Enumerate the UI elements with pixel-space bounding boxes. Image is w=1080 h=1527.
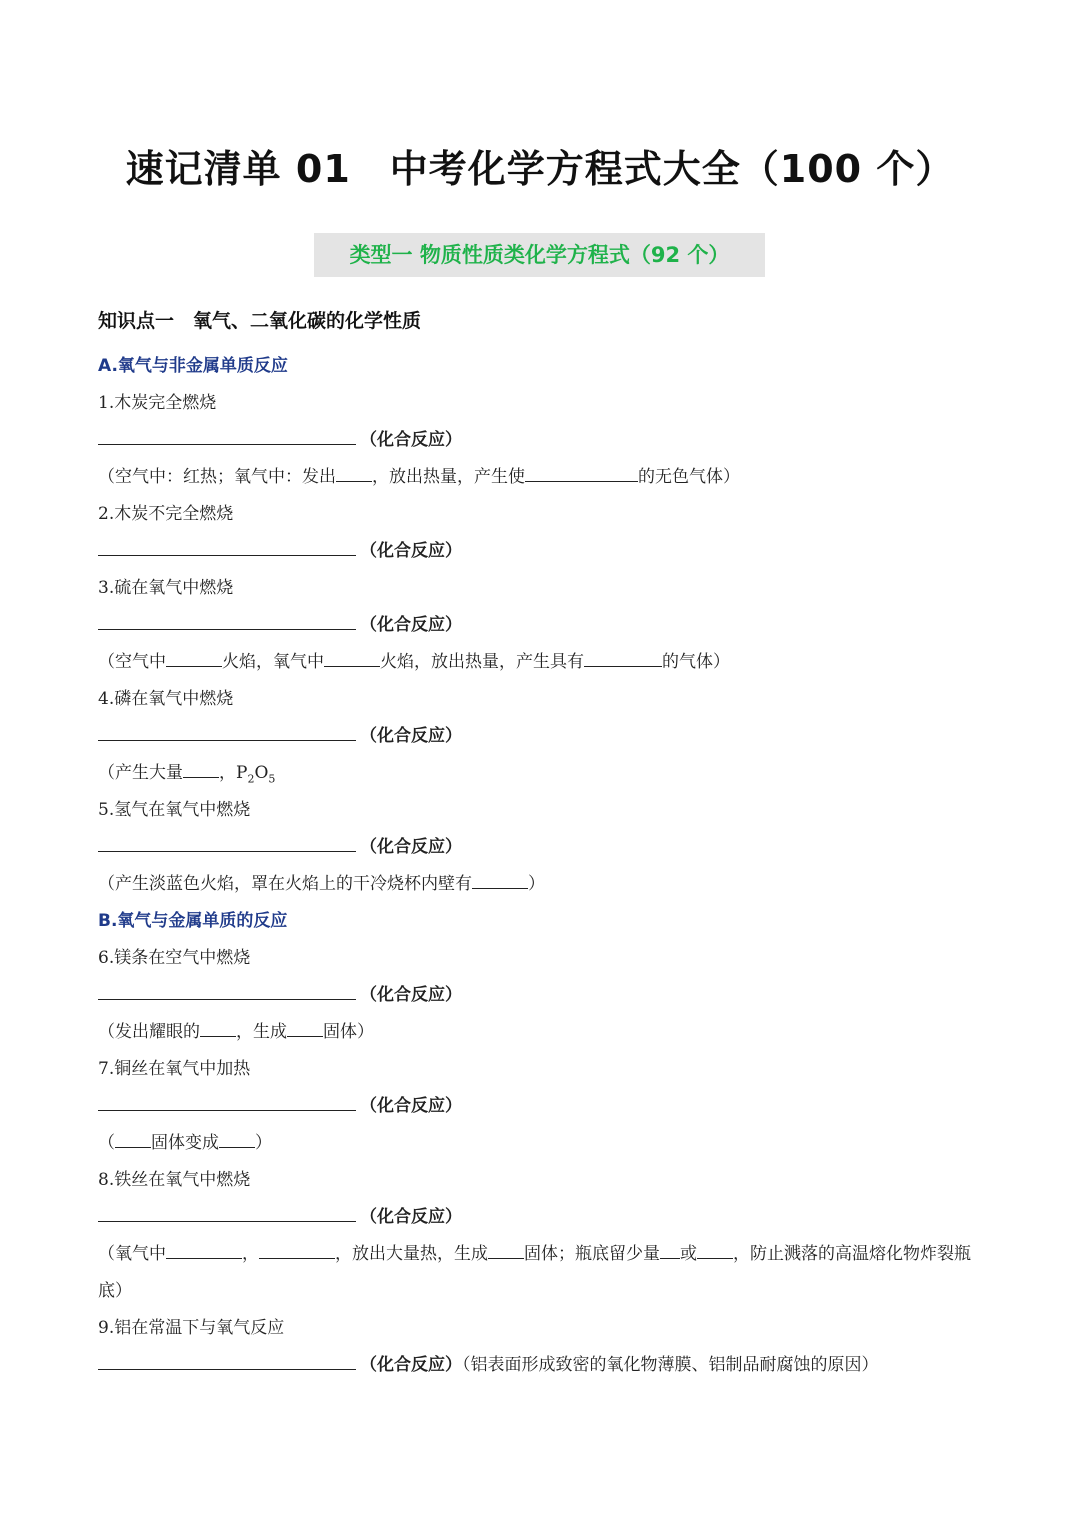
equation-blank[interactable]	[98, 1203, 356, 1222]
item-6: 6.镁条在空气中燃烧	[98, 948, 251, 968]
equation-row-4	[98, 718, 998, 755]
section-heading-a: A.氧气与非金属单质反应	[98, 356, 288, 376]
equation-blank[interactable]	[98, 833, 356, 852]
reaction-type: （化合反应）	[360, 1355, 462, 1375]
equation-blank[interactable]	[98, 1092, 356, 1111]
note-7: （ 固体变成 ）	[98, 1133, 272, 1153]
note-8: （氧气中 ， ，放出大量热，生成 固体；瓶底留少量 或 ，防止溅落的高温熔化物炸裂瓶底）	[98, 1244, 971, 1301]
fill-blank[interactable]	[324, 650, 380, 667]
fill-blank[interactable]	[525, 465, 638, 482]
fill-blank[interactable]	[660, 1242, 680, 1259]
reaction-type: （化合反应）	[360, 430, 462, 450]
reaction-type: （化合反应）	[360, 726, 462, 746]
section-heading-b: B.氧气与金属单质的反应	[98, 911, 288, 931]
reaction-type: （化合反应）	[360, 985, 462, 1005]
equation-blank[interactable]	[98, 1351, 356, 1370]
fill-blank[interactable]	[166, 1242, 242, 1259]
equation-blank[interactable]	[98, 611, 356, 630]
equation-blank[interactable]	[98, 426, 356, 445]
note-4: （产生大量 ，$P_2O_5$	[98, 763, 276, 786]
equation-row-1	[98, 422, 998, 459]
equation-row-8	[98, 1199, 998, 1236]
page-title: 速记清单 01 中考化学方程式大全（100 个）	[125, 147, 955, 191]
equation-row-3	[98, 607, 998, 644]
equation-row-6	[98, 977, 998, 1014]
fill-blank[interactable]	[115, 1131, 151, 1148]
item-1: 1.木炭完全燃烧	[98, 393, 217, 413]
equation-blank[interactable]	[98, 722, 356, 741]
equation-blank[interactable]	[98, 981, 356, 1000]
item-5: 5.氢气在氧气中燃烧	[98, 800, 251, 820]
item-7: 7.铜丝在氧气中加热	[98, 1059, 251, 1079]
item-8: 8.铁丝在氧气中燃烧	[98, 1170, 251, 1190]
note-6: （发出耀眼的 ，生成 固体）	[98, 1022, 374, 1042]
reaction-type: （化合反应）	[360, 837, 462, 857]
fill-blank[interactable]	[488, 1242, 524, 1259]
note-3: （空气中 火焰，氧气中 火焰，放出热量，产生具有 的气体）	[98, 652, 730, 672]
equation-row-7	[98, 1088, 998, 1125]
type-banner: 类型一 物质性质类化学方程式（92 个）	[314, 233, 765, 277]
item-9: 9.铝在常温下与氧气反应	[98, 1318, 285, 1338]
reaction-type: （化合反应）	[360, 1207, 462, 1227]
fill-blank[interactable]	[287, 1020, 323, 1037]
item-2: 2.木炭不完全燃烧	[98, 504, 234, 524]
fill-blank[interactable]	[200, 1020, 236, 1037]
fill-blank[interactable]	[183, 761, 219, 778]
reaction-type: （化合反应）	[360, 1096, 462, 1116]
fill-blank[interactable]	[584, 650, 662, 667]
note-5: （产生淡蓝色火焰，罩在火焰上的干冷烧杯内壁有 ）	[98, 874, 545, 894]
equation-row-9	[98, 1347, 998, 1384]
reaction-type: （化合反应）	[360, 615, 462, 635]
equation-blank[interactable]	[98, 537, 356, 556]
fill-blank[interactable]	[219, 1131, 255, 1148]
fill-blank[interactable]	[336, 465, 372, 482]
content-body	[98, 348, 998, 1384]
equation-row-5	[98, 829, 998, 866]
fill-blank[interactable]	[259, 1242, 335, 1259]
fill-blank[interactable]	[166, 650, 222, 667]
reaction-type: （化合反应）	[360, 541, 462, 561]
fill-blank[interactable]	[472, 872, 528, 889]
fill-blank[interactable]	[697, 1242, 733, 1259]
equation-row-2	[98, 533, 998, 570]
knowledge-point-heading: 知识点一 氧气、二氧化碳的化学性质	[98, 310, 422, 332]
item-3: 3.硫在氧气中燃烧	[98, 578, 234, 598]
item-4: 4.磷在氧气中燃烧	[98, 689, 234, 709]
note-9: （铝表面形成致密的氧化物薄膜、铝制品耐腐蚀的原因）	[462, 1355, 879, 1375]
note-1: （空气中：红热；氧气中：发出 ，放出热量，产生使 的无色气体）	[98, 467, 740, 487]
